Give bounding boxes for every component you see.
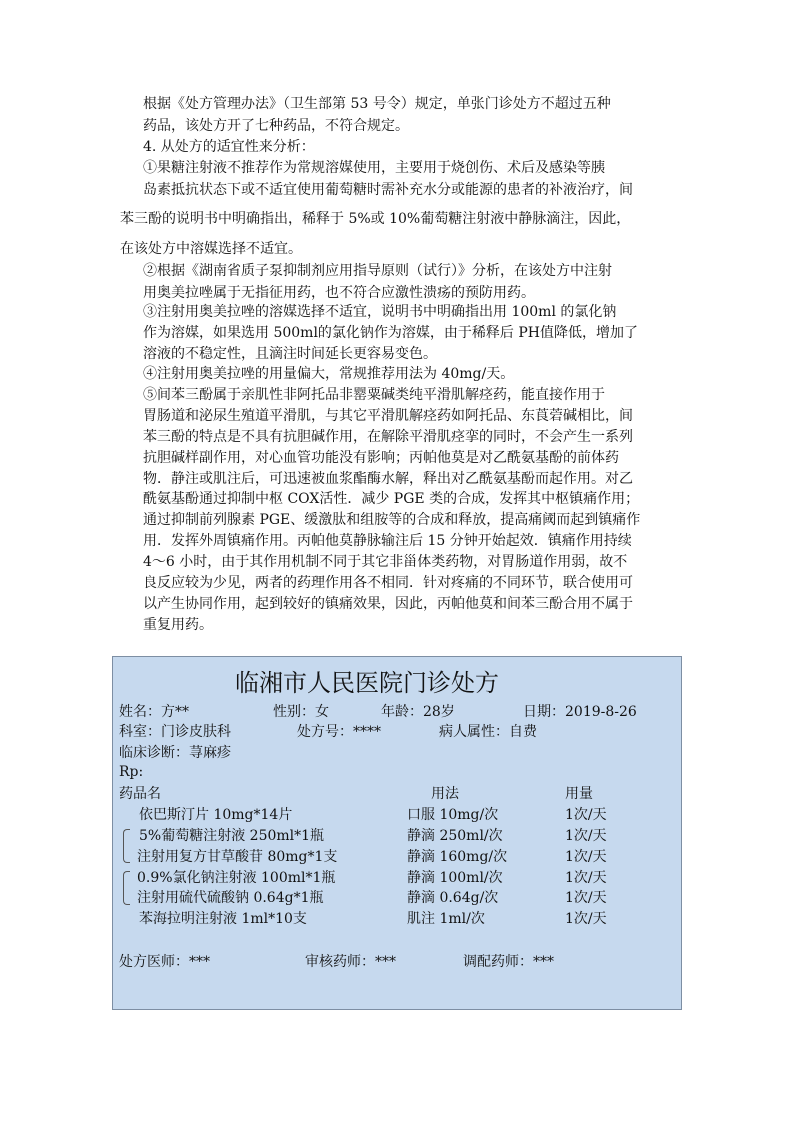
drug-name: 5%葡萄糖注射液 250ml*1瓶 <box>139 828 325 844</box>
patient-type: 病人属性：自费 <box>439 724 537 740</box>
text-line: 药品，该处方开了七种药品，不符合规定。 <box>143 118 409 134</box>
group-bracket <box>123 829 130 863</box>
drug-dose: 1次/天 <box>565 911 607 927</box>
prescription-form <box>112 656 682 1010</box>
text-line: 良反应较为少见，两者的药理作用各不相同．针对疼痛的不同环节，联合使用可 <box>143 575 633 591</box>
rp-label: Rp: <box>119 764 144 780</box>
diagnosis: 临床诊断：荨麻疹 <box>119 745 231 761</box>
drug-dose: 1次/天 <box>565 849 607 865</box>
patient-age: 年龄：28岁 <box>381 704 455 720</box>
patient-name: 姓名：方** <box>119 704 189 720</box>
column-usage: 用法 <box>431 786 459 802</box>
department: 科室：门诊皮肤科 <box>119 724 231 740</box>
text-line: 物．静注或肌注后，可迅速被血浆酯酶水解，释出对乙酰氨基酚而起作用。对乙 <box>143 471 633 487</box>
text-line: 重复用药。 <box>143 617 213 633</box>
text-line: 苯三酚的特点是不具有抗胆碱作用，在解除平滑肌痉挛的同时，不会产生一系列 <box>143 429 633 445</box>
prescription-number: 处方号：**** <box>297 724 381 740</box>
drug-usage: 口服 10mg/次 <box>407 807 499 823</box>
text-line: 抗胆碱样副作用，对心血管功能没有影响；丙帕他莫是对乙酰氨基酚的前体药 <box>143 450 619 466</box>
text-line: 通过抑制前列腺素 PGE、缓激肽和组胺等的合成和释放，提高痛阈而起到镇痛作 <box>143 512 641 528</box>
drug-dose: 1次/天 <box>565 870 607 886</box>
dispensing-pharmacist: 调配药师：*** <box>463 954 554 970</box>
text-line: ①果糖注射液不推荐作为常规溶媒使用，主要用于烧创伤、术后及感染等胰 <box>143 160 605 176</box>
drug-usage: 肌注 1ml/次 <box>407 911 485 927</box>
drug-usage: 静滴 100ml/次 <box>407 870 503 886</box>
text-line: 胃肠道和泌尿生殖道平滑肌，与其它平滑肌解痉药如阿托品、东莨菪碱相比，间 <box>143 408 633 424</box>
text-line: 4. 从处方的适宜性来分析： <box>143 139 315 155</box>
drug-dose: 1次/天 <box>565 890 607 906</box>
text-line: 酰氨基酚通过抑制中枢 COX活性．减少 PGE 类的合成，发挥其中枢镇痛作用； <box>143 491 640 507</box>
drug-name: 依巴斯汀片 10mg*14片 <box>139 807 293 823</box>
text-line: 苯三酚的说明书中明确指出，稀释于 5%或 10%葡萄糖注射液中静脉滴注，因此， <box>120 211 631 227</box>
text-line: 根据《处方管理办法》（卫生部第 53 号令）规定，单张门诊处方不超过五种 <box>143 96 611 112</box>
reviewing-pharmacist: 审核药师：*** <box>305 954 396 970</box>
text-line: 在该处方中溶媒选择不适宜。 <box>120 241 302 257</box>
text-line: 以产生协同作用，起到较好的镇痛效果，因此，丙帕他莫和间苯三酚合用不属于 <box>143 596 633 612</box>
text-line: ③注射用奥美拉唑的溶媒选择不适宜，说明书中明确指出用 100ml 的氯化钠 <box>143 304 617 320</box>
column-dose: 用量 <box>565 786 593 802</box>
drug-name: 0.9%氯化钠注射液 100ml*1瓶 <box>137 870 336 886</box>
drug-dose: 1次/天 <box>565 828 607 844</box>
drug-name: 注射用硫代硫酸钠 0.64g*1瓶 <box>137 890 324 906</box>
text-line: 用．发挥外周镇痛作用。丙帕他莫静脉输注后 15 分钟开始起效．镇痛作用持续 <box>143 533 632 549</box>
prescription-title: 临湘市人民医院门诊处方 <box>235 669 499 697</box>
patient-sex: 性别：女 <box>273 704 329 720</box>
text-line: ④注射用奥美拉唑的用量偏大，常规推荐用法为 40mg/天。 <box>143 366 515 382</box>
column-drug-name: 药品名 <box>119 786 161 802</box>
text-line: ⑤间苯三酚属于亲肌性非阿托品非罂粟碱类纯平滑肌解痉药，能直接作用于 <box>143 387 605 403</box>
text-line: 作为溶媒，如果选用 500ml的氯化钠作为溶媒，由于稀释后 PH值降低，增加了 <box>143 325 639 341</box>
text-line: 用奥美拉唑属于无指征用药，也不符合应激性溃疡的预防用药。 <box>143 285 535 301</box>
drug-usage: 静滴 250ml/次 <box>407 828 503 844</box>
drug-usage: 静滴 160mg/次 <box>407 849 508 865</box>
drug-dose: 1次/天 <box>565 807 607 823</box>
prescription-date: 日期：2019-8-26 <box>523 704 637 720</box>
drug-usage: 静滴 0.64g/次 <box>407 890 499 906</box>
text-line: 溶液的不稳定性，且滴注时间延长更容易变色。 <box>143 346 437 362</box>
drug-name: 苯海拉明注射液 1ml*10支 <box>139 911 307 927</box>
group-bracket <box>123 871 130 905</box>
text-line: 4～6 小时，由于其作用机制不同于其它非甾体类药物，对胃肠道作用弱，故不 <box>143 554 628 570</box>
drug-name: 注射用复方甘草酸苷 80mg*1支 <box>137 849 338 865</box>
text-line: ②根据《湖南省质子泵抑制剂应用指导原则（试行）》分析，在该处方中注射 <box>143 263 612 279</box>
prescribing-doctor: 处方医师：*** <box>119 954 210 970</box>
text-line: 岛素抵抗状态下或不适宜使用葡萄糖时需补充水分或能源的患者的补液治疗，间 <box>143 182 633 198</box>
